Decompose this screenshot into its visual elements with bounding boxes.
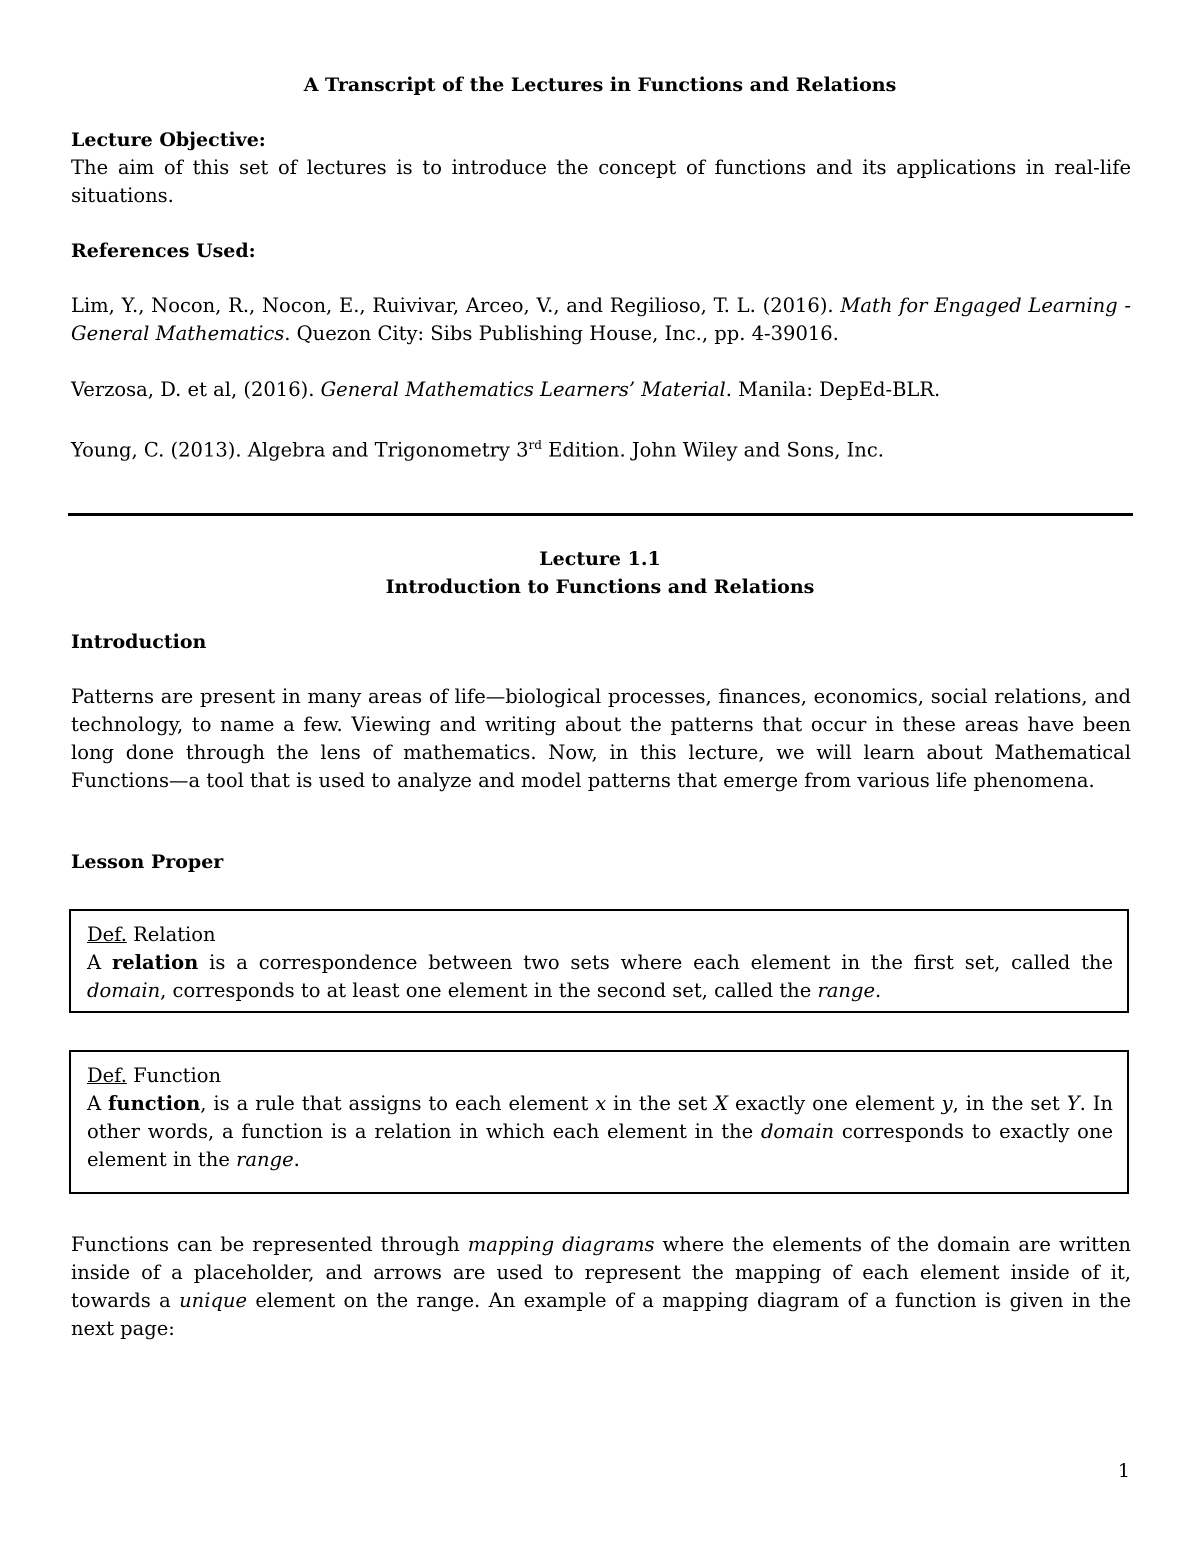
reference-publisher: . Quezon City: Sibs Publishing House, Inc., pp. 4-39016. <box>284 322 839 345</box>
text-run: . <box>874 979 882 1002</box>
section-divider <box>68 513 1133 516</box>
definition-text <box>87 1090 1113 1174</box>
mapping-diagram-paragraph <box>71 1231 1131 1343</box>
text-run: in the set <box>606 1092 715 1115</box>
text-run: . In other words, a function is a relation in which each element in the <box>87 1092 1113 1143</box>
introduction-text: Patterns are present in many areas of life—biological processes, finances, economics, social relations, and technology, to name a few. Viewing and writing about the patterns that occur in these areas have been long done through the lens of mathematics. Now, in this lecture, we will learn about Mathematical Functions—a tool that is used to analyze and model patterns that emerge from various life phenomena. <box>71 685 1131 792</box>
text-run: , in the set <box>952 1092 1067 1115</box>
italic-mapping-diagrams: mapping diagrams <box>467 1233 655 1256</box>
lecture-title: Introduction to Functions and Relations <box>385 576 815 598</box>
text-run: where the elements of the domain are written inside of a placeholder, and arrows are used to represent the mapping of each element inside of it, towards a <box>71 1233 1131 1312</box>
definition-label-line <box>87 1062 1113 1090</box>
reference-item <box>71 292 1131 348</box>
reference-item <box>71 376 1131 404</box>
page-number: 1 <box>1117 1460 1130 1482</box>
reference-text-after: Edition. John Wiley and Sons, Inc. <box>541 438 884 462</box>
introduction-heading: Introduction <box>71 631 207 653</box>
def-term: Relation <box>133 923 216 946</box>
reference-superscript: rd <box>528 438 542 452</box>
text-run: . <box>293 1148 300 1171</box>
text-run: A <box>87 951 112 974</box>
bold-term: relation <box>111 951 199 974</box>
text-run: , corresponds to at least one element in the second set, called the <box>160 979 818 1002</box>
def-term: Function <box>133 1064 222 1087</box>
reference-title: General Mathematics Learners’ Material <box>320 378 726 401</box>
reference-title: Math for Engaged Learning - General Mathematics <box>71 294 1131 345</box>
reference-authors: Verzosa, D. et al, (2016). <box>71 378 321 401</box>
italic-domain: domain <box>760 1120 835 1143</box>
text-run: , is a rule that assigns to each element <box>200 1092 596 1115</box>
references-heading: References Used: <box>71 240 256 262</box>
italic-set-y: Y <box>1066 1092 1080 1115</box>
definition-text <box>87 949 1113 1005</box>
bold-term: function <box>108 1092 201 1115</box>
text-run: is a correspondence between two sets where each element in the first set, called the <box>198 951 1114 974</box>
definition-box-function <box>69 1050 1129 1194</box>
document-title: A Transcript of the Lectures in Functions and Relations <box>303 74 897 96</box>
text-run: Functions can be represented through <box>71 1233 468 1256</box>
reference-text: Young, C. (2013). Algebra and Trigonometry 3 <box>71 438 529 462</box>
italic-x: x <box>595 1092 607 1115</box>
objective-heading: Lecture Objective: <box>71 129 266 151</box>
reference-publisher: . Manila: DepEd-BLR. <box>725 378 941 401</box>
text-run: element on the range. An example of a mapping diagram of a function is given in the next page: <box>71 1289 1131 1340</box>
definition-box-relation <box>69 909 1129 1013</box>
italic-y: y <box>941 1092 953 1115</box>
objective-text: The aim of this set of lectures is to introduce the concept of functions and its applications in real-life situations. <box>71 156 1131 207</box>
reference-authors: Lim, Y., Nocon, R., Nocon, E., Ruivivar, Arceo, V., and Regilioso, T. L. (2016). <box>71 294 841 317</box>
italic-range: range <box>236 1148 294 1171</box>
italic-domain: domain <box>87 979 161 1002</box>
italic-set-x: X <box>714 1092 729 1115</box>
italic-range: range <box>817 979 875 1002</box>
text-run: exactly one element <box>728 1092 942 1115</box>
text-run: A <box>87 1092 109 1115</box>
def-label: Def. <box>87 923 127 946</box>
lesson-heading: Lesson Proper <box>71 851 224 873</box>
def-label: Def. <box>87 1064 127 1087</box>
definition-label-line <box>87 921 1113 949</box>
text-run: corresponds to exactly one element in the <box>87 1120 1113 1171</box>
lecture-number: Lecture 1.1 <box>539 548 661 570</box>
italic-unique: unique <box>179 1289 248 1312</box>
reference-item <box>71 431 1131 465</box>
